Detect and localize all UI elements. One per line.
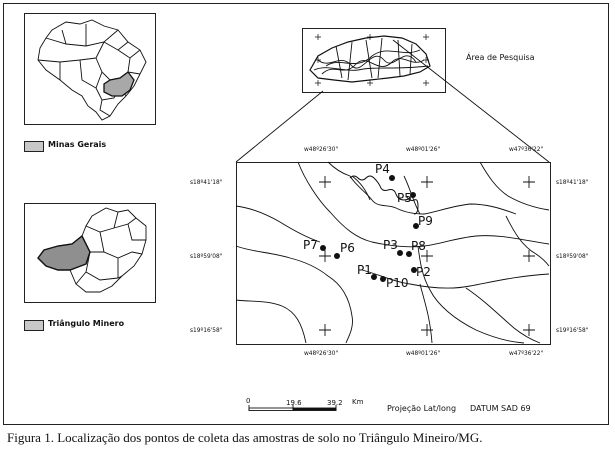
label-p8: P8 (411, 239, 426, 253)
label-p7: P7 (303, 238, 318, 252)
figure-caption: Figura 1. Localização dos pontos de coleta das amostras de solo no Triângulo Mineiro/MG. (7, 430, 483, 445)
label-p4: P4 (375, 162, 390, 176)
label-p2: P2 (416, 265, 431, 279)
point-p7 (320, 245, 326, 251)
coord-bottom-w3: w47º36'22" (509, 349, 544, 357)
scale-unit: Km (352, 398, 364, 406)
legend-swatch-triangulo (24, 320, 44, 331)
point-p1 (371, 274, 377, 280)
scale-tick-2: 39.2 (327, 399, 343, 407)
coord-bottom-w1: w48º26'30" (304, 349, 339, 357)
coord-top-w2: w48º01'26" (406, 145, 441, 153)
research-area-map (310, 36, 430, 82)
legend-swatch-mg (24, 141, 44, 152)
label-p1: P1 (357, 263, 372, 277)
label-p5: P5 (397, 191, 412, 205)
coord-top-w1: w48º26'30" (304, 145, 339, 153)
label-p3: P3 (383, 238, 398, 252)
point-p3 (397, 250, 403, 256)
coord-left-s2: s18º59'08" (190, 252, 223, 260)
point-p4 (389, 175, 395, 181)
label-p6: P6 (340, 241, 355, 255)
coord-right-s3: s19º16'58" (556, 326, 589, 334)
datum-label: DATUM SAD 69 (470, 404, 531, 413)
coord-left-s3: s19º16'58" (190, 326, 223, 334)
brazil-map (38, 20, 146, 120)
coord-right-s2: s18º59'08" (556, 252, 589, 260)
projection-label: Projeção Lat/long (387, 404, 457, 413)
rivers (236, 162, 549, 343)
scale-tick-0: 0 (246, 397, 251, 405)
legend-label-triangulo: Triângulo Minero (48, 319, 125, 328)
label-p9: P9 (418, 214, 433, 228)
coord-bottom-w2: w48º01'26" (406, 349, 441, 357)
research-area-label: Área de Pesquisa (466, 53, 535, 62)
label-p10: P10 (386, 276, 409, 290)
coord-top-w3: w47º36'22" (509, 145, 544, 153)
legend-label-mg: Minas Gerais (48, 140, 107, 149)
triangulo-highlight (38, 236, 90, 270)
coord-left-s1: s18º41'18" (190, 178, 223, 186)
coord-right-s1: s18º41'18" (556, 178, 589, 186)
scale-tick-1: 19.6 (286, 399, 302, 407)
